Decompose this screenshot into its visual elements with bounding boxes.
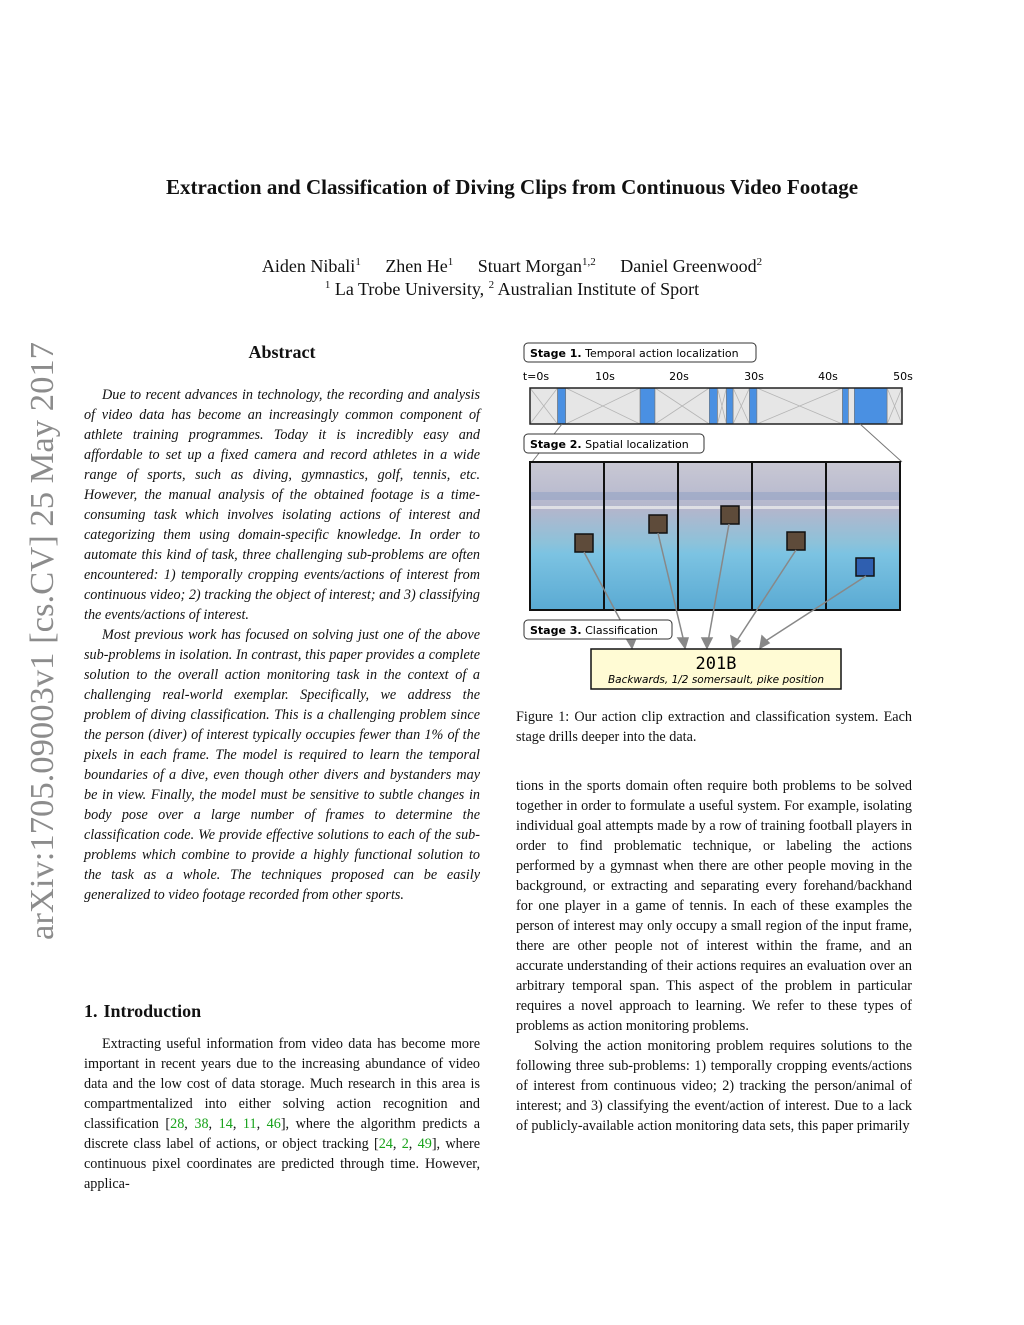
video-frame — [826, 462, 900, 610]
timeline-dive-segment — [854, 388, 887, 424]
intro-paragraph: tions in the sports domain often require both problems to be solved together in order to formulate a useful system. For example, isolating individual goal attempts made by a row of training football players in order to find problematic technique, or labeling the actions performed by a gymnast when there are other people moving in the background, or extracting and separating every forehand/backhand for one player in a game of tennis. In each of these examples the person of interest may only occupy a small region of the input frame, there are other people not of interest within the frame, and an accurate understanding of their actions requires an evaluation over an arbitrary temporal span. This aspect of the problem in particular requires a novel approach to learning. We refer to these types of problems as action monitoring problems. — [516, 778, 912, 1034]
timeline-dive-segment — [749, 388, 756, 424]
abstract-heading: Abstract — [248, 342, 316, 362]
svg-text:Stage 1. Temporal action local: Stage 1. Temporal action localization — [530, 347, 739, 360]
time-tick: 40s — [818, 370, 838, 383]
video-frame — [604, 462, 678, 610]
timeline-dive-segment — [726, 388, 733, 424]
video-frame — [752, 462, 826, 610]
abstract-body — [84, 385, 480, 905]
abstract-paragraph: Due to recent advances in technology, the recording and analysis of video data has become an increasingly common component of athlete training programmes. Today it is incredibly easy and affordable to set up a fixed camera and record athletes in a wide range of sports, such as diving, gymnastics, golf, tennis, etc. However, the manual analysis of the obtained footage is a time-consuming task which involves isolating actions of interest and categorizing them using domain-specific knowledge. In order to automate this kind of task, three challenging sub-problems are often encountered: 1) temporally cropping events/actions of interest from continuous video; 2) tracking the object of interest; and 3) classifying the events/actions of interest. — [84, 387, 480, 623]
affiliations: $^1$ La Trobe University, $^2$ Australian Institute of Sport — [324, 279, 700, 299]
timeline-dive-segment — [558, 388, 566, 424]
figure-1 — [512, 338, 916, 698]
citation-link[interactable]: 11 — [242, 1116, 257, 1132]
author: Daniel Greenwood$^2$ — [620, 256, 763, 276]
video-frame — [678, 462, 752, 610]
dive-code: 201B — [695, 654, 737, 674]
video-frames — [530, 462, 900, 610]
author: Stuart Morgan$^{1,2}$ — [477, 256, 596, 276]
timeline-dive-segment — [709, 388, 717, 424]
citation-link[interactable]: 46 — [266, 1116, 281, 1132]
figure-caption: Figure 1: Our action clip extraction and classification system. Each stage drills deeper into the data. — [516, 709, 912, 745]
time-tick: t=0s — [522, 370, 550, 383]
timeline-idle-segment — [848, 388, 854, 424]
timeline-bar — [530, 388, 902, 424]
citation-link[interactable]: 38 — [194, 1116, 209, 1132]
dive-description: Backwards, 1/2 somersault, pike position — [607, 674, 825, 686]
stage-3-label — [524, 620, 672, 639]
author: Aiden Nibali$^1$ — [261, 256, 361, 276]
time-tick: 10s — [595, 370, 615, 383]
arxiv-identifier-text: arXiv:1705.09003v1 [cs.CV] 25 May 2017 — [24, 352, 61, 940]
intro-paragraph: Solving the action monitoring problem requires solutions to the following three sub-problems: 1) temporally cropping events/actions of interest from continuous video; 2) tracking the person/animal of interest; and 3) classifying the event/action of interest. Due to a lack of publicly-available action monitoring data sets, this paper primarily — [516, 1038, 912, 1134]
section-heading: 1. Introduction — [84, 1001, 202, 1021]
right-column-body — [516, 776, 912, 1136]
citation-link[interactable]: 49 — [417, 1136, 432, 1152]
time-tick: 20s — [669, 370, 689, 383]
abstract-paragraph: Most previous work has focused on solving just one of the above sub-problems in isolation. In contrast, this paper provides a complete solution to the overall action monitoring task in the context of a challenging real-world exemplar. Specifically, we address the problem of diving classification. This is a challenging problem since the person (diver) of interest typically occupies fewer than 1% of the pixels in each frame. The model is required to learn the temporal boundaries of a dive, even though other divers and bystanders may be in view. Finally, the model must be sensitive to subtle changes in body pose over a large number of frames to determine the classification code. We provide effective solutions to each of the sub-problems which combine to provide a highly functional solution to the task as a whole. The techniques proposed can be easily generalized to video footage recorded from other sports. — [84, 627, 480, 903]
author: Zhen He$^1$ — [385, 256, 454, 276]
time-axis — [523, 370, 913, 383]
arxiv-identifier — [20, 342, 64, 940]
citation-link[interactable]: 28 — [170, 1116, 185, 1132]
citation-link[interactable]: 24 — [378, 1136, 393, 1152]
introduction-body — [84, 1034, 480, 1194]
svg-text:Stage 3. Classification: Stage 3. Classification — [530, 624, 658, 637]
timeline-dive-segment — [842, 388, 848, 424]
classification-result — [591, 649, 841, 689]
svg-text:Stage 2. Spatial localization: Stage 2. Spatial localization — [530, 438, 689, 451]
stage-2-label — [524, 434, 704, 453]
stage-1-label — [524, 343, 756, 362]
timeline-dive-segment — [640, 388, 655, 424]
intro-paragraph: Extracting useful information from video data has become more important in recent years due to the increasing abundance of video data and the low cost of data storage. Much research in this area is compartmentalized into either solving action recognition and classification [28, 38, 14, 11, 46], where the algorithm predicts a discrete class label of actions, or object tracking [24, 2, 49], where continuous pixel coordinates are predicted through time. However, applica- — [84, 1036, 481, 1192]
video-frame — [530, 462, 604, 610]
time-tick: 50s — [893, 370, 913, 383]
time-tick: 30s — [744, 370, 764, 383]
paper-title: Extraction and Classification of Diving Clips from Continuous Video Footage — [165, 175, 859, 199]
citation-link[interactable]: 2 — [401, 1136, 409, 1152]
citation-link[interactable]: 14 — [218, 1116, 233, 1132]
